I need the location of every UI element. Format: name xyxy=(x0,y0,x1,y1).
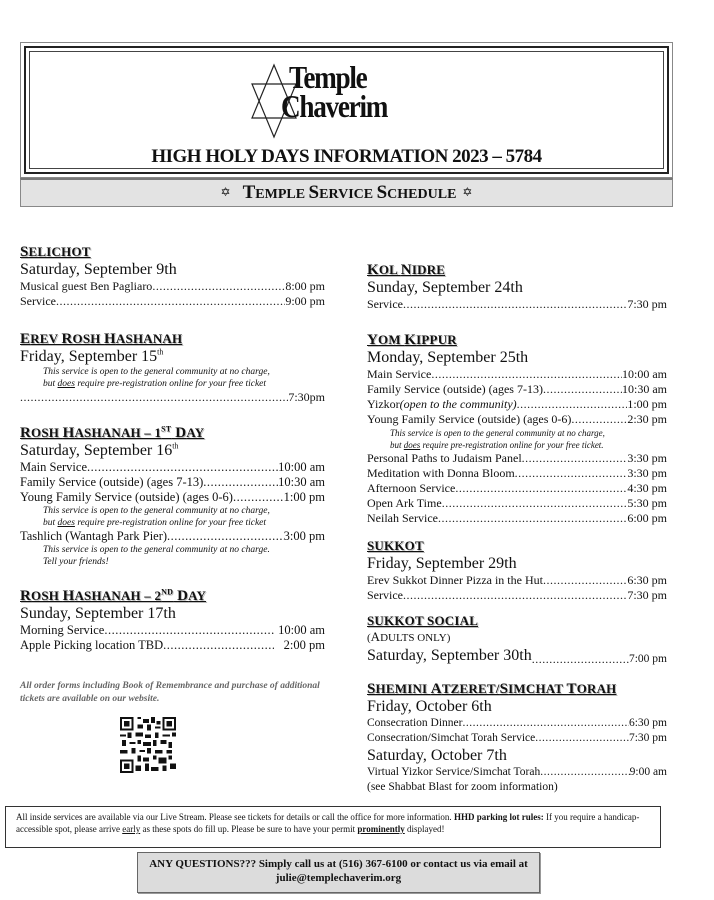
schedule-row: Young Family Service (outside) (ages 0-6) ..... 1:00 pm xyxy=(20,490,325,505)
section-shemini-atzeret xyxy=(367,681,667,795)
contact-box xyxy=(137,852,540,893)
contact-email[interactable]: julie@templechaverim.org xyxy=(275,872,402,884)
section-day: Saturday, September 16th xyxy=(20,441,179,459)
schedule-row: Erev Sukkot Dinner Pizza in the Hut ..... 6:30 pm xyxy=(367,573,667,588)
schedule-row: Young Family Service (outside) (ages 0-6) ..... 2:30 pm xyxy=(367,412,667,427)
section-day: Sunday, September 24th xyxy=(367,279,523,296)
schedule-row: Family Service (outside) (ages 7-13) ..... 10:30 am xyxy=(367,382,667,397)
schedule-row: Yizkor (open to the community) ..... 1:00 pm xyxy=(367,397,667,412)
zoom-note: (see Shabbat Blast for zoom information) xyxy=(367,781,558,793)
section-title: SELICHOT xyxy=(20,244,91,260)
schedule-banner-title: TEMPLE SERVICE SCHEDULE xyxy=(242,182,457,203)
section-rosh-hashanah-day-1 xyxy=(20,425,325,568)
right-column xyxy=(367,262,667,795)
section-title: EREV ROSH HASHANAH xyxy=(20,331,183,347)
header-frame xyxy=(20,42,673,178)
section-title: SHEMINI ATZERET/SIMCHAT TORAH xyxy=(367,681,617,697)
schedule-row: Meditation with Donna Bloom ..... 3:30 pm xyxy=(367,466,667,481)
logo-line-1: Temple xyxy=(289,59,367,95)
qr-code-icon[interactable] xyxy=(120,716,176,774)
section-day: Saturday, October 7th xyxy=(367,747,507,764)
order-forms-note: All order forms including Book of Remembrance and purchase of additional tickets are available on our website. xyxy=(20,681,320,704)
temple-logo xyxy=(249,61,429,141)
schedule-row: Tashlich (Wantagh Park Pier) ..... 3:00 pm xyxy=(20,529,325,544)
section-rosh-hashanah-day-2 xyxy=(20,588,325,653)
schedule-row: Consecration/Simchat Torah Service ..... 7:30 pm xyxy=(367,731,667,746)
schedule-row: Consecration Dinner ..... 6:30 pm xyxy=(367,716,667,731)
schedule-row: Apple Picking location TBD ..... 2:00 pm xyxy=(20,638,325,653)
schedule-row: Personal Paths to Judaism Panel ..... 3:30 pm xyxy=(367,451,667,466)
section-day: Friday, September 29th xyxy=(367,555,517,572)
schedule-row: Virtual Yizkor Service/Simchat Torah ..... 9:00 am xyxy=(367,765,667,780)
community-note: This service is open to the general community at no charge. Tell your friends! xyxy=(43,545,270,567)
section-day: Sunday, September 17th xyxy=(20,605,176,622)
section-kol-nidre xyxy=(367,262,667,312)
section-erev-rosh-hashanah xyxy=(20,331,325,405)
schedule-row: Musical guest Ben Pagliaro ..... 8:00 pm xyxy=(20,279,325,294)
schedule-row: Main Service ..... 10:00 am xyxy=(20,460,325,475)
registration-note: This service is open to the general community at no charge, but does require pre-registration online for your free ticket. xyxy=(390,428,605,450)
schedule-row: Main Service ..... 10:00 am xyxy=(367,367,667,382)
schedule-row: Service ..... 7:30 pm xyxy=(367,588,667,603)
schedule-row: Service ..... 9:00 pm xyxy=(20,294,325,309)
page-title: HIGH HOLY DAYS INFORMATION 2023 – 5784 xyxy=(151,146,542,167)
section-title: KOL NIDRE xyxy=(367,262,446,278)
star-of-david-icon: ✡ xyxy=(462,185,473,199)
schedule-row: Family Service (outside) (ages 7-13) ..... 10:30 am xyxy=(20,475,325,490)
section-yom-kippur xyxy=(367,332,667,526)
section-day: Saturday, September 9th xyxy=(20,261,177,278)
adults-only-label: (ADULTS ONLY) xyxy=(367,629,451,644)
section-day: Friday, September 15th xyxy=(20,347,164,365)
section-title: SUKKOT SOCIAL xyxy=(367,613,479,628)
section-day: Monday, September 25th xyxy=(367,349,529,366)
schedule-row: Neilah Service ..... 6:00 pm xyxy=(367,511,667,526)
registration-note: This service is open to the general community at no charge, but does require pre-registration online for your free ticket xyxy=(43,367,270,389)
section-title: SUKKOT xyxy=(367,538,424,553)
section-selichot xyxy=(20,244,325,309)
schedule-row: Morning Service ..... 10:00 am xyxy=(20,623,325,638)
schedule-banner xyxy=(20,178,673,207)
left-column xyxy=(20,244,325,653)
star-of-david-icon: ✡ xyxy=(220,185,231,199)
schedule-row: ..... 7:30pm xyxy=(20,390,325,405)
section-title: ROSH HASHANAH – 1ST DAY xyxy=(20,424,205,441)
logo-line-2: Chaverim xyxy=(281,88,388,124)
section-sukkot-social xyxy=(367,613,667,669)
section-sukkot xyxy=(367,538,667,603)
registration-note: This service is open to the general community at no charge, but does require pre-registration online for your free ticket xyxy=(43,506,270,528)
schedule-row: Open Ark Time ..... 5:30 pm xyxy=(367,496,667,511)
schedule-row: Afternoon Service ..... 4:30 pm xyxy=(367,481,667,496)
section-title: YOM KIPPUR xyxy=(367,332,457,348)
section-day: Friday, October 6th xyxy=(367,698,492,715)
livestream-parking-note: All inside services are available via our Live Stream. Please see tickets for details or call the office for more information. HHD parking lot rules: If you require a handicap-accessible spot, please arrive early as these spots do fill up. Please be sure to have your permit prominently displayed! xyxy=(5,806,661,848)
contact-text: ANY QUESTIONS??? Simply call us at (516) 367-6100 or contact us via email at xyxy=(149,858,528,870)
section-title: ROSH HASHANAH – 2ND DAY xyxy=(20,587,207,604)
schedule-row: Saturday, September 30th ..... 7:00 pm xyxy=(367,646,667,669)
schedule-row: Service ..... 7:30 pm xyxy=(367,297,667,312)
